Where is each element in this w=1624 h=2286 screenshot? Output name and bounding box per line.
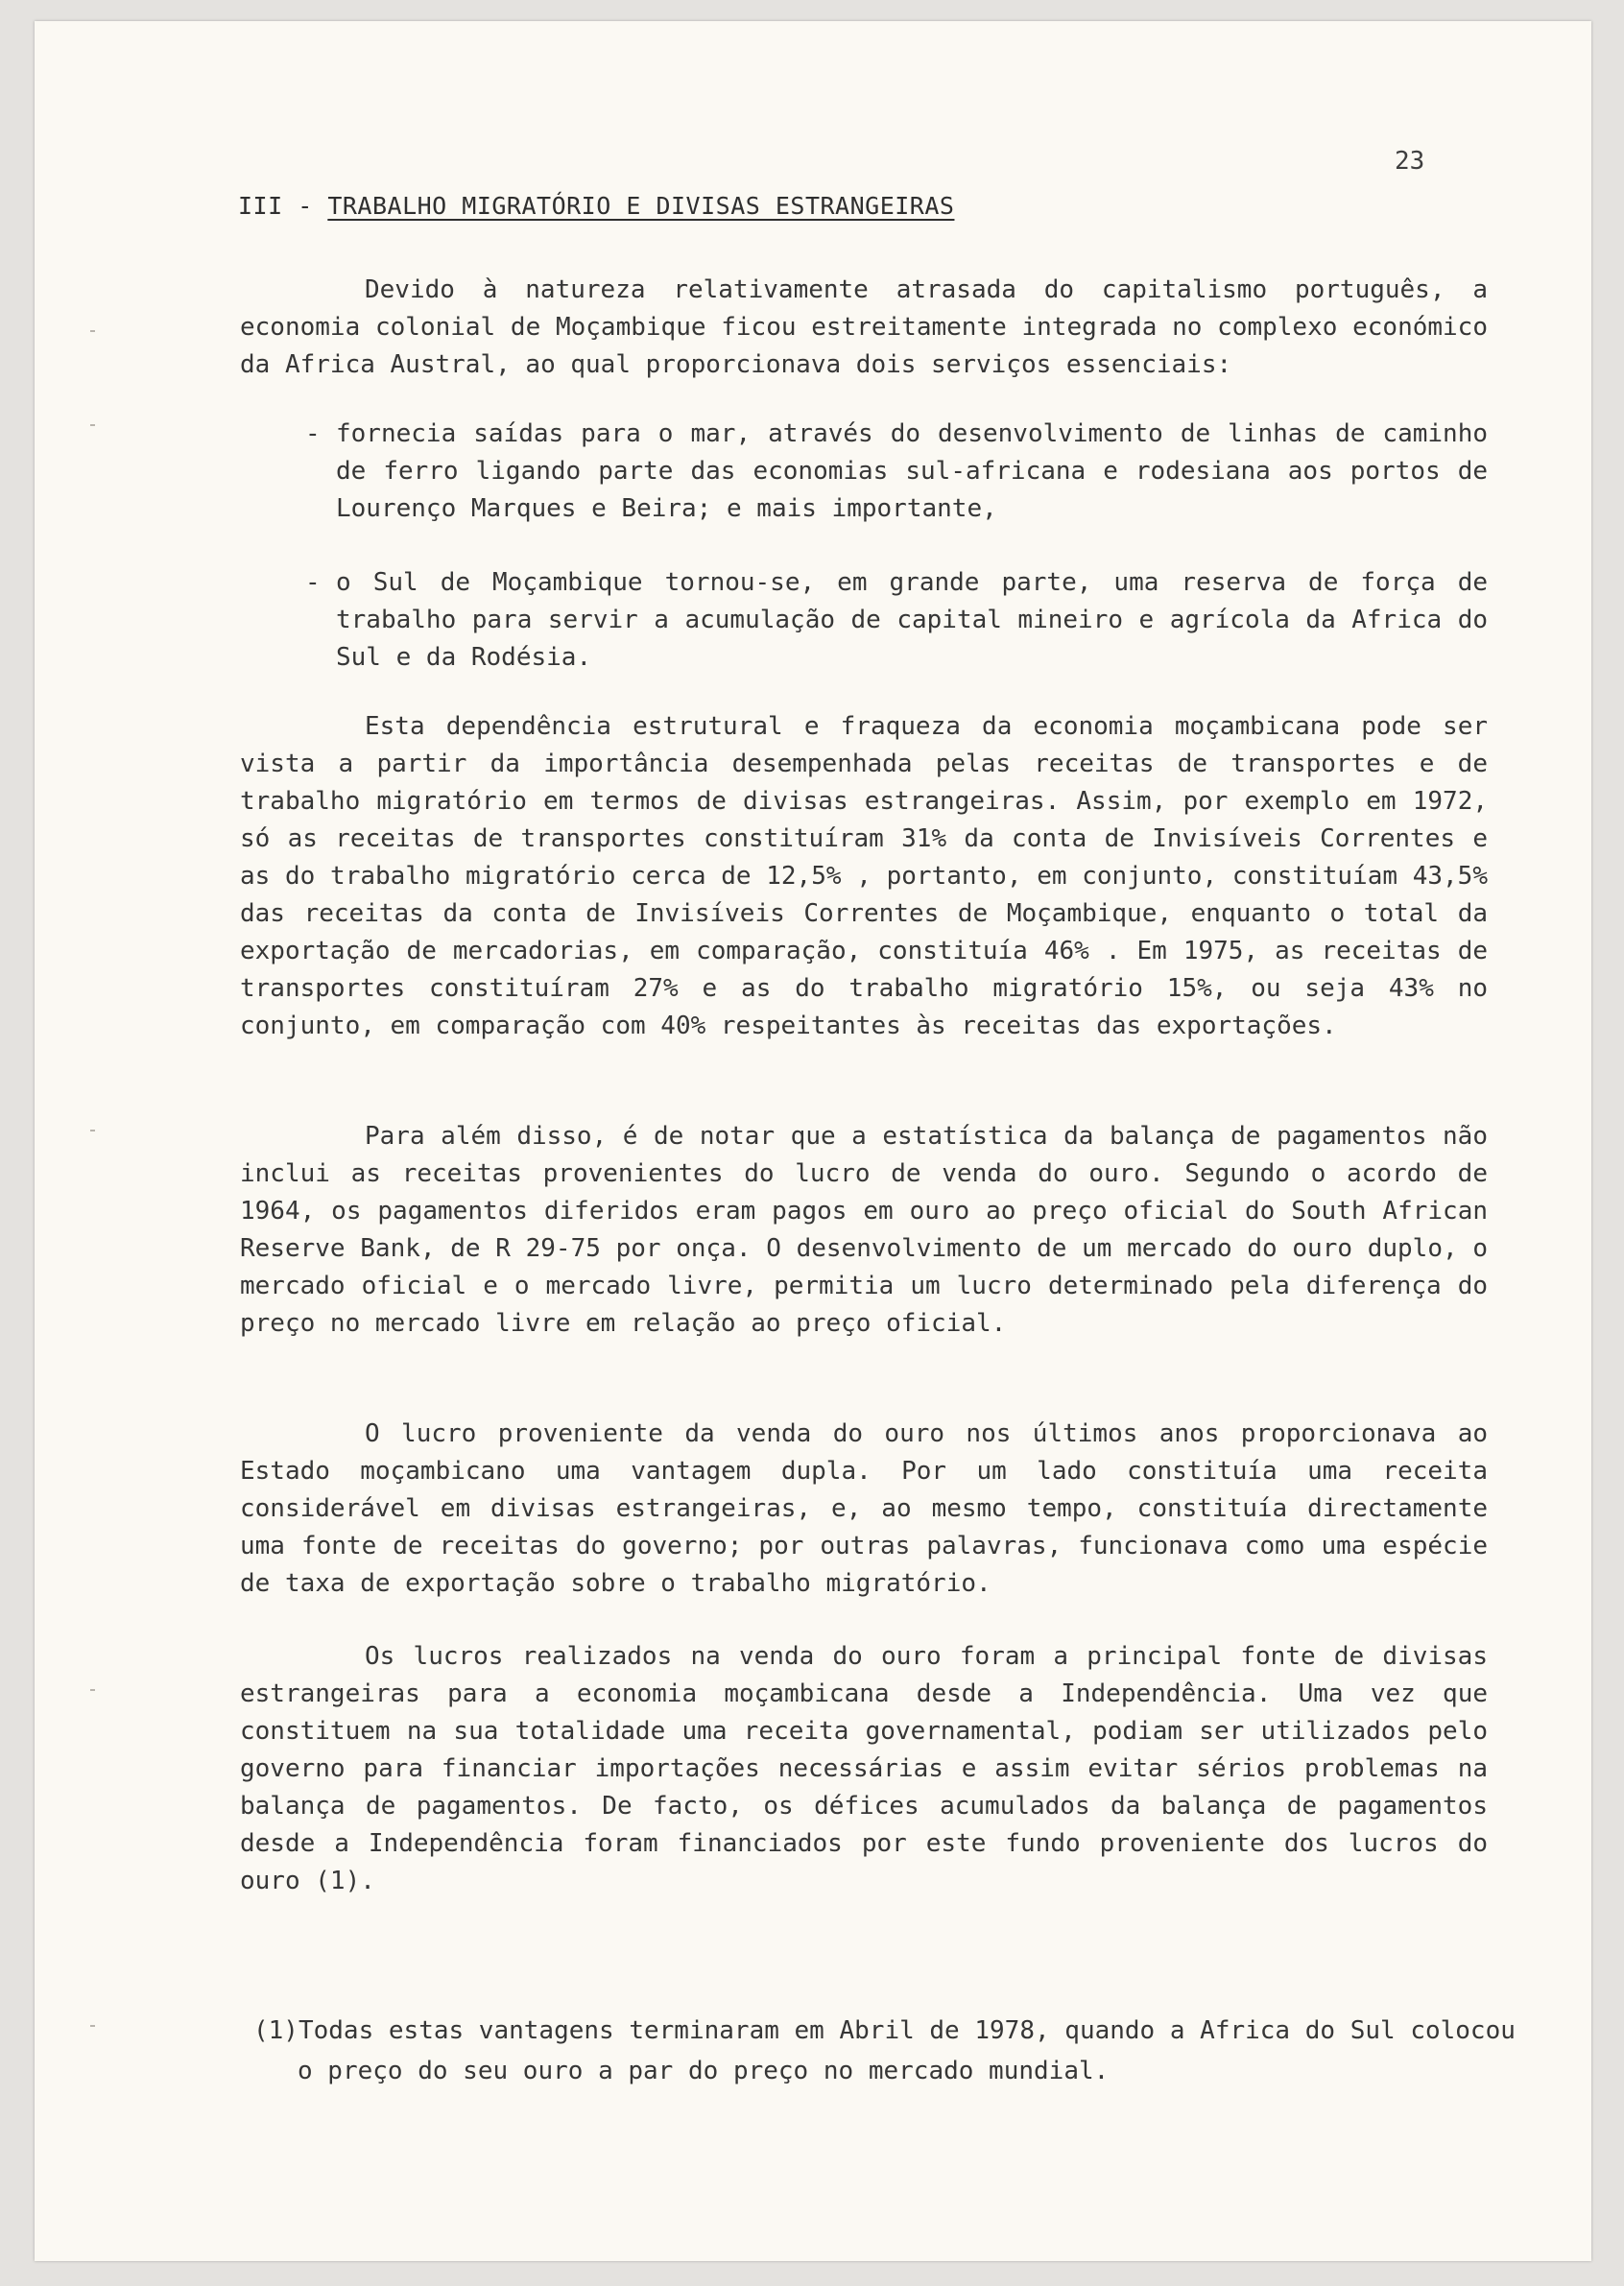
page-number: 23 (1395, 147, 1425, 176)
bullet-item-1 (305, 416, 1488, 528)
bullet-dash: - (305, 419, 321, 448)
bullet-text: o Sul de Moçambique tornou-se, em grande parte, uma reserva de força de trabalho para servir a acumulação de capital mineiro e agrícola da Africa do Sul e da Rodésia. (336, 568, 1488, 672)
section-heading (238, 192, 954, 220)
section-number: III - (238, 192, 328, 220)
bullet-item-2 (305, 564, 1488, 677)
bullet-text: fornecia saídas para o mar, através do desenvolvimento de linhas de caminho de ferro ligando parte das economias sul-africana e rodesiana aos portos de Lourenço Marques e Beira; e mais importante, (336, 419, 1488, 523)
footnote-text: Todas estas vantagens terminaram em Abril de 1978, quando a Africa do Sul colocou o preço do seu ouro a par do preço no mercado mundial. (298, 2016, 1516, 2085)
bullet-dash: - (305, 568, 321, 597)
margin-mark (90, 2025, 95, 2027)
footnote-marker: (1) (253, 2016, 299, 2045)
section-title: TRABALHO MIGRATÓRIO E DIVISAS ESTRANGEIRAS (327, 192, 955, 220)
paragraph-1: Devido à natureza relativamente atrasada do capitalismo português, a economia colonial de Moçambique ficou estreitamente integrada no complexo económico da Africa Austral, ao qual proporcionava dois serviços essenciais: (240, 275, 1488, 379)
margin-mark (90, 330, 95, 332)
paragraph-2: Esta dependência estrutural e fraqueza da economia moçambicana pode ser vista a partir da importância desempenhada pelas receitas de transportes e de trabalho migratório em termos de divisas estrangeiras. Assim, por exemplo em 1972, só as receitas de transportes constituíram 31% da conta de Invisíveis Correntes e as do trabalho migratório cerca de 12,5% , portanto, em conjunto, constituíam 43,5% das receitas da conta de Invisíveis Correntes de Moçambique, enquanto o total da exportação de mercadorias, em comparação, constituía 46% . Em 1975, as receitas de transportes constituíram 27% e as do trabalho migratório 15%, ou seja 43% no conjunto, em comparação com 40% respeitantes às receitas das exportações. (240, 712, 1488, 1040)
margin-mark (90, 1689, 95, 1691)
paragraph-4: O lucro proveniente da venda do ouro nos últimos anos proporcionava ao Estado moçambicano uma vantagem dupla. Por um lado constituía uma receita considerável em divisas estrangeiras, e, ao mesmo tempo, constituía directamente uma fonte de receitas do governo; por outras palavras, funcionava como uma espécie de taxa de exportação sobre o trabalho migratório. (240, 1419, 1488, 1598)
paragraph-3: Para além disso, é de notar que a estatística da balança de pagamentos não inclui as receitas provenientes do lucro de venda do ouro. Segundo o acordo de 1964, os pagamentos diferidos eram pagos em ouro ao preço oficial do South African Reserve Bank, de R 29-75 por onça. O desenvolvimento de um mercado do ouro duplo, o mercado oficial e o mercado livre, permitia um lucro determinado pela diferença do preço no mercado livre em relação ao preço oficial. (240, 1122, 1488, 1338)
footnote (253, 2011, 1536, 2091)
paragraph-5: Os lucros realizados na venda do ouro foram a principal fonte de divisas estrangeiras para a economia moçambicana desde a Independência. Uma vez que constituem na sua totalidade uma receita governamental, podiam ser utilizados pelo governo para financiar importações necessárias e assim evitar sérios problemas na balança de pagamentos. De facto, os défices acumulados da balança de pagamentos desde a Independência foram financiados por este fundo proveniente dos lucros do ouro (1). (240, 1642, 1488, 1895)
margin-mark (90, 1130, 95, 1131)
margin-mark (90, 424, 95, 426)
